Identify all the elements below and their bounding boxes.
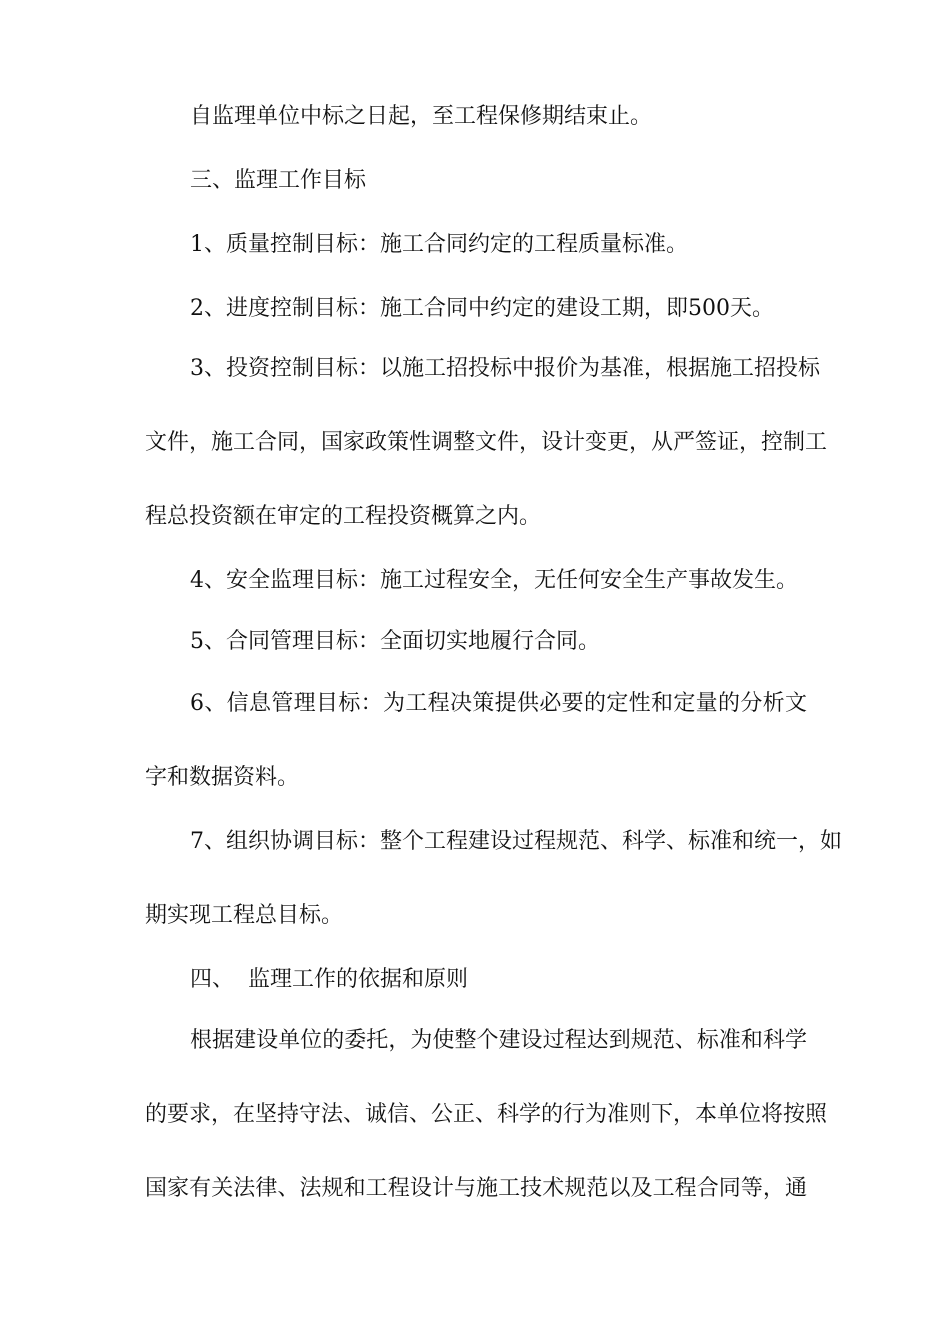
text-line: 自监理单位中标之日起，至工程保修期结束止。 <box>190 104 653 129</box>
text-line: 1、质量控制目标：施工合同约定的工程质量标准。 <box>190 232 688 257</box>
text-line: 4、安全监理目标：施工过程安全，无任何安全生产事故发生。 <box>190 568 798 593</box>
text-line: 7、组织协调目标：整个工程建设过程规范、科学、标准和统一，如 <box>190 829 842 854</box>
text-line: 文件，施工合同，国家政策性调整文件，设计变更，从严签证，控制工 <box>145 430 828 455</box>
text-line: 程总投资额在审定的工程投资概算之内。 <box>145 504 542 529</box>
text-line: 期实现工程总目标。 <box>145 903 344 928</box>
section-heading: 四、 监理工作的依据和原则 <box>190 967 468 992</box>
text-line: 的要求，在坚持守法、诚信、公正、科学的行为准则下，本单位将按照 <box>145 1102 828 1127</box>
text-line: 2、进度控制目标：施工合同中约定的建设工期，即500天。 <box>190 296 774 321</box>
text-line: 6、信息管理目标：为工程决策提供必要的定性和定量的分析文 <box>190 691 807 716</box>
text-line: 国家有关法律、法规和工程设计与施工技术规范以及工程合同等，通 <box>145 1176 807 1201</box>
text-line: 3、投资控制目标：以施工招投标中报价为基准，根据施工招投标 <box>190 356 820 381</box>
text-line: 字和数据资料。 <box>145 765 300 790</box>
section-heading: 三、监理工作目标 <box>190 168 367 193</box>
text-line: 根据建设单位的委托，为使整个建设过程达到规范、标准和科学 <box>190 1028 807 1053</box>
text-line: 5、合同管理目标：全面切实地履行合同。 <box>190 629 600 654</box>
